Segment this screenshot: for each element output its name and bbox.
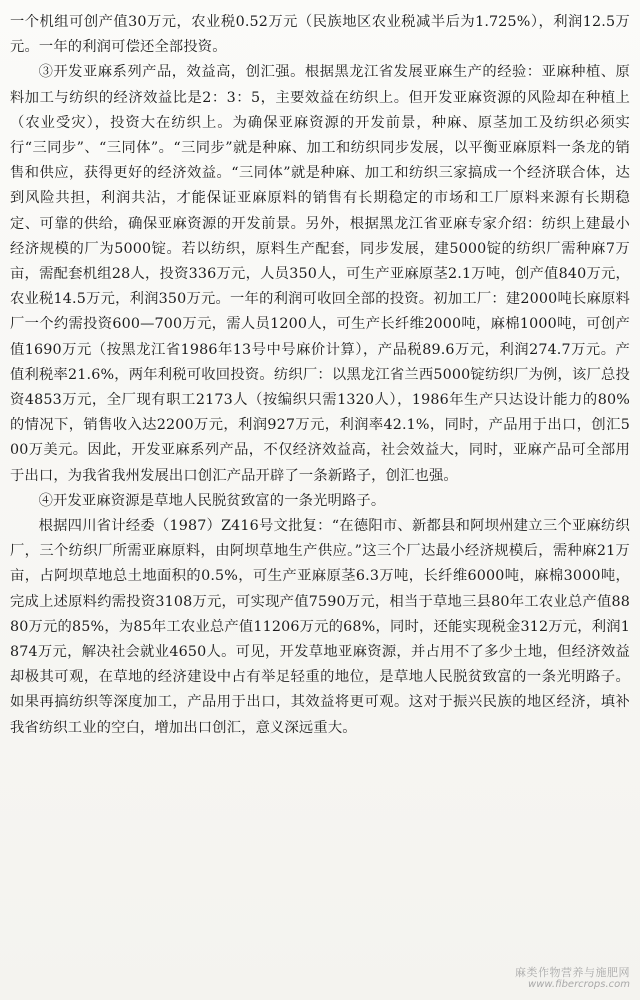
document-body [10, 10, 630, 895]
watermark-url: www.fibercrops.com [528, 979, 630, 990]
watermark [510, 967, 630, 990]
paragraph-continuation: 一个机组可创产值30万元，农业税0.52万元（民族地区农业税减半后为1.725%），利润12.5万元。一年的利润可偿还全部投资。 [10, 14, 630, 56]
paragraph-point-4: ④开发亚麻资源是草地人民脱贫致富的一条光明路子。 [38, 492, 386, 509]
paragraph-point-3: ③开发亚麻系列产品，效益高，创汇强。根据黑龙江省发展亚麻生产的经验：亚麻种植、原料加工与纺织的经济效益比是2：3：5，主要效益在纺织上。但开发亚麻资源的风险却在种植上（农业受灾），投资大在纺织上。为确保亚麻资源的开发前景，种麻、原茎加工及纺织必须实行“三同步”、“三同体”。“三同步”就是种麻、加工和纺织同步发展，以平衡亚麻原料一条龙的销售和供应，获得更好的经济效益。“三同体”就是种麻、加工和纺织三家搞成一个经济联合体，达到风险共担，利润共沾，才能保证亚麻原料的销售有长期稳定的市场和工厂原料来源有长期稳定、可靠的供给，确保亚麻资源的开发前景。另外，根据黑龙江省亚麻专家介绍：纺织上建最小经济规模的厂为5000锭。若以纺织，原料生产配套，同步发展，建5000锭的纺织厂需种麻7万亩，需配套机组28人，投资336万元，人员350人，可生产亚麻原茎2.1万吨，创产值840万元，农业税14.5万元，利润350万元。一年的利润可收回全部的投资。初加工厂：建2000吨长麻原料厂一个约需投资600—700万元，需人员1200人，可生产长纤维2000吨，麻棉1000吨，可创产值1690万元（按黑龙江省1986年13号中号麻价计算），产品税89.6万元，利润274.7万元。产值利税率21.6%，两年利税可收回投资。纺织厂：以黑龙江省兰西5000锭纺织厂为例，该厂总投资4853万元，全厂现有职工2173人（按编织只需1320人），1986年生产只达设计能力的80%的情况下，销售收入达2200万元，利润927万元，利润率42.1%，同时，产品用于出口，创汇500万美元。因此，开发亚麻系列产品，不仅经济效益高，社会效益大，同时，亚麻产品可全部用于出口，为我省我州发展出口创汇产品开辟了一条新路子，创汇也强。 [10, 64, 630, 484]
watermark-title: 麻类作物营养与施肥网 [515, 965, 630, 979]
paragraph-sichuan-approval: 根据四川省计经委（1987）Z416号文批复：“在德阳市、新都县和阿坝州建立三个亚麻纺织厂，三个纺织厂所需亚麻原料，由阿坝草地生产供应。”这三个厂达最小经济规模后，需种麻21万亩，占阿坝草地总土地面积的0.5%，可生产亚麻原茎6.3万吨，长纤维6000吨，麻棉3000吨，完成上述原料约需投资3108万元，可实现产值7590万元，相当于草地三县80年工农业总产值8880万元的85%，为85年工农业总产值11206万元的68%，同时，还能实现税金312万元，利润1874万元，解决社会就业4650人。可见，开发草地亚麻资源，并占用不了多少土地，但经济效益却极其可观，在草地的经济建设中占有举足轻重的地位，是草地人民脱贫致富的一条光明路子。如果再搞纺织等深度加工，产品用于出口，其效益将更可观。这对于振兴民族的地区经济，填补我省纺织工业的空白，增加出口创汇，意义深远重大。 [10, 518, 630, 736]
